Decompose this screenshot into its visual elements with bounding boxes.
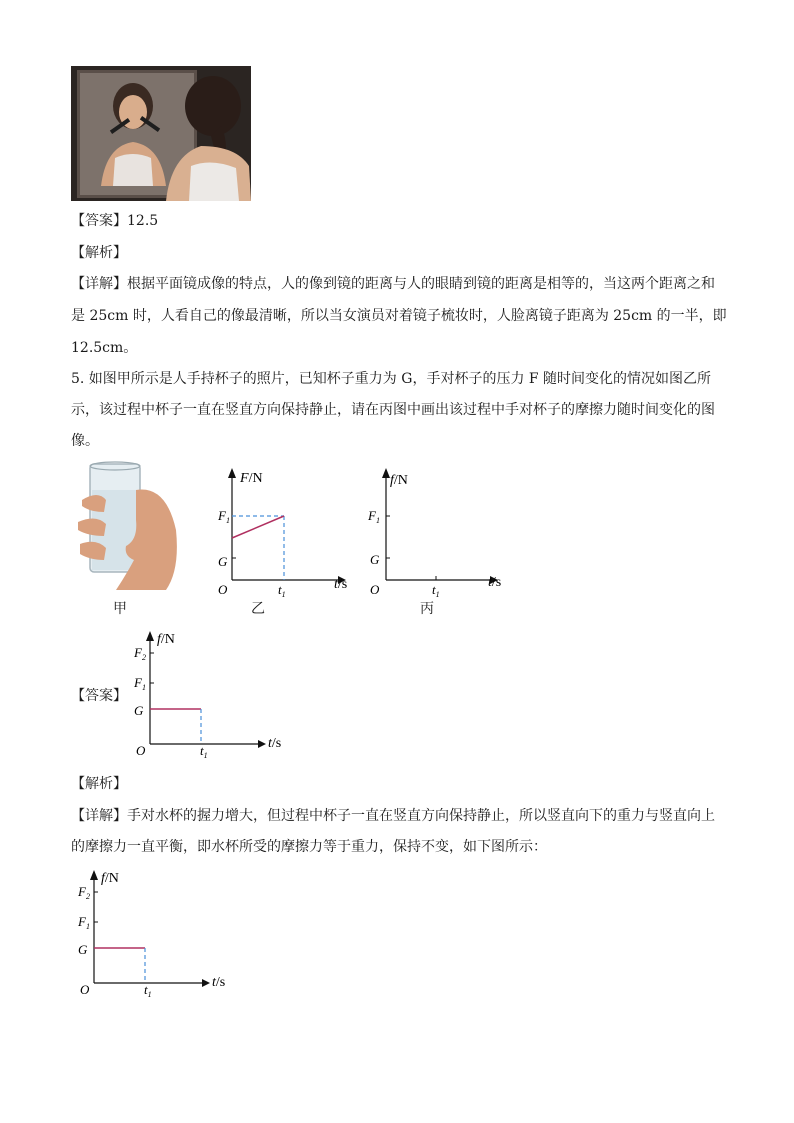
x-axis-arrow xyxy=(258,740,266,748)
origin-label: O xyxy=(370,582,380,597)
graph-bing xyxy=(356,462,516,602)
answer-tag: 【答案】 xyxy=(71,213,127,229)
detail-text: 根据平面镜成像的特点，人的像到镜的距离与人的眼睛到镜的距离是相等的，当这两个距离之和 xyxy=(127,276,715,292)
tick-g: G xyxy=(370,552,380,567)
answer-value: 12.5 xyxy=(127,213,159,229)
detail-tag: 【详解】 xyxy=(71,276,127,292)
graph-yi xyxy=(200,462,360,602)
force-line xyxy=(232,516,284,538)
tick-f2: $F_2$ xyxy=(78,884,90,901)
tick-g: G xyxy=(134,703,144,718)
caption-jia: 甲 xyxy=(113,601,127,617)
mirror-photo xyxy=(71,66,251,201)
q4-detail-line-2: 是 25cm 时，人看自己的像最清晰，所以当女演员对着镜子梳妆时，人脸离镜子距离为 25cm 的一半，即 xyxy=(71,308,727,324)
answer-graph-2 xyxy=(74,866,234,1001)
x-axis-arrow xyxy=(202,979,210,987)
answer-graph-1 xyxy=(130,627,290,762)
caption-bing: 丙 xyxy=(420,601,434,617)
y-axis-arrow xyxy=(90,870,98,880)
tick-f1: $F_1$ xyxy=(368,508,380,525)
origin-label: O xyxy=(136,743,146,758)
tick-f1: $F_1$ xyxy=(78,914,90,931)
y-axis-label: F/N xyxy=(240,471,263,486)
q4-detail-line-1 xyxy=(71,274,715,294)
y-axis-label: f/N xyxy=(101,871,119,886)
y-axis-label: f/N xyxy=(157,632,175,647)
x-axis-label: t/s xyxy=(268,736,282,751)
tick-f1: $F_1$ xyxy=(134,675,146,692)
tick-t1: $t_1$ xyxy=(432,582,440,599)
x-axis-label: t/s xyxy=(488,575,502,590)
q5-analysis-tag: 【解析】 xyxy=(71,776,127,792)
y-axis-arrow xyxy=(382,468,390,478)
q5-detail-line-2: 的摩擦力一直平衡，即水杯所受的摩擦力等于重力，保持不变，如下图所示： xyxy=(71,839,547,855)
tick-t1: $t_1$ xyxy=(278,582,286,599)
origin-label: O xyxy=(218,582,228,597)
y-axis-arrow xyxy=(228,468,236,478)
origin-label: O xyxy=(80,982,90,997)
analysis-tag: 【解析】 xyxy=(71,245,127,261)
y-axis-arrow xyxy=(146,631,154,641)
q5-detail-line-1 xyxy=(71,806,715,826)
tick-t1: $t_1$ xyxy=(144,982,152,999)
hand-glass-photo xyxy=(76,460,180,592)
detail-tag: 【详解】 xyxy=(71,808,127,824)
detail-text: 手对水杯的握力增大，但过程中杯子一直在竖直方向保持静止，所以竖直向下的重力与竖直向上 xyxy=(127,808,715,824)
tick-f1: $F_1$ xyxy=(218,508,230,525)
x-axis-label: t/s xyxy=(334,577,348,592)
tick-g: G xyxy=(218,554,228,569)
q5-line-2: 示，该过程中杯子一直在竖直方向保持静止，请在丙图中画出该过程中手对杯子的摩擦力随时间变化的图 xyxy=(71,402,715,418)
q4-answer-line xyxy=(71,211,158,231)
q4-detail-line-3: 12.5cm。 xyxy=(71,340,138,356)
x-axis-label: t/s xyxy=(212,975,226,990)
q5-line-3: 像。 xyxy=(71,433,99,449)
y-axis-label: f/N xyxy=(390,473,408,488)
q5-answer-tag: 【答案】 xyxy=(71,688,127,704)
tick-g: G xyxy=(78,942,88,957)
tick-t1: $t_1$ xyxy=(200,743,208,760)
q5-line-1: 5. 如图甲所示是人手持杯子的照片，已知杯子重力为 G，手对杯子的压力 F 随时间变化的情况如图乙所 xyxy=(71,371,712,387)
caption-yi: 乙 xyxy=(251,601,265,617)
tick-f2: $F_2$ xyxy=(134,645,146,662)
